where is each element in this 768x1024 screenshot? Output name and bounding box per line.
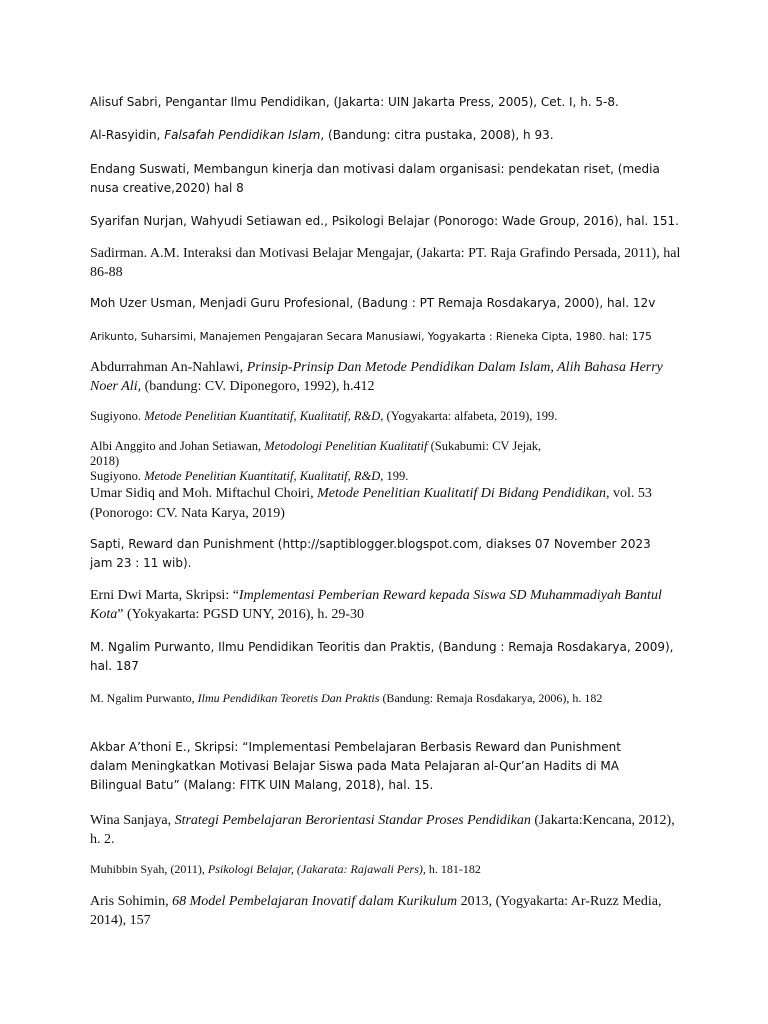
reference-15: M. Ngalim Purwanto, Ilmu Pendidikan Teoritis dan Praktis, (Bandung : Remaja Rosdakarya, 2009), hal. 187 [90, 640, 674, 673]
reference-3: Endang Suswati, Membangun kinerja dan motivasi dalam organisasi: pendekatan riset, (media nusa creative,2020) hal 8 [90, 162, 660, 195]
reference-16: M. Ngalim Purwanto, Ilmu Pendidikan Teoretis Dan Praktis (Bandung: Remaja Rosdakarya, 2006), h. 182 [90, 691, 603, 705]
reference-17: Akbar A’thoni E., Skripsi: “Implementasi Pembelajaran Berbasis Reward dan Punishment dalam Meningkatkan Motivasi Belajar Siswa pada Mata Pelajaran al-Qur’an Hadits di MA Bilingual Batu” (Malang: FITK UIN Malang, 2018), hal. 15. [90, 740, 621, 792]
reference-14: Erni Dwi Marta, Skripsi: “Implementasi Pemberian Reward kepada Siswa SD Muhammadiyah Bantul Kota” (Yokyakarta: PGSD UNY, 2016), h. 29-30 [90, 588, 662, 622]
reference-11: Sugiyono. Metode Penelitian Kuantitatif, Kualitatif, R&D, 199. [90, 469, 409, 483]
reference-12: Umar Sidiq and Moh. Miftachul Choiri, Metode Penelitian Kualitatif Di Bidang Pendidikan, vol. 53 (Ponorogo: CV. Nata Karya, 2019) [90, 486, 652, 521]
reference-7: Arikunto, Suharsimi, Manajemen Pengajaran Secara Manusiawi, Yogyakarta : Rieneka Cipta, 1980. hal: 175 [90, 331, 652, 343]
reference-5: Sadirman. A.M. Interaksi dan Motivasi Belajar Mengajar, (Jakarta: PT. Raja Grafindo Persada, 2011), hal 86-88 [90, 246, 681, 280]
reference-8: Abdurrahman An-Nahlawi, Prinsip-Prinsip Dan Metode Pendidikan Dalam Islam, Alih Bahasa Herry Noer Ali, (bandung: CV. Diponegoro, 1992), h.412 [90, 360, 663, 394]
reference-4: Syarifan Nurjan, Wahyudi Setiawan ed., Psikologi Belajar (Ponorogo: Wade Group, 2016), hal. 151. [90, 214, 679, 228]
reference-6: Moh Uzer Usman, Menjadi Guru Profesional, (Badung : PT Remaja Rosdakarya, 2000), hal. 12v [90, 296, 656, 310]
reference-10: Albi Anggito and Johan Setiawan, Metodologi Penelitian Kualitatif (Sukabumi: CV Jejak, 2018) [90, 439, 542, 468]
reference-18: Wina Sanjaya, Strategi Pembelajaran Berorientasi Standar Proses Pendidikan (Jakarta:Kencana, 2012), h. 2. [90, 813, 675, 847]
reference-20: Aris Sohimin, 68 Model Pembelajaran Inovatif dalam Kurikulum 2013, (Yogyakarta: Ar-Ruzz Media, 2014), 157 [90, 894, 662, 928]
reference-19: Muhibbin Syah, (2011), Psikologi Belajar, (Jakarata: Rajawali Pers), h. 181-182 [90, 862, 481, 876]
reference-13: Sapti, Reward dan Punishment (http://saptiblogger.blogspot.com, diakses 07 November 2023 jam 23 : 11 wib). [90, 537, 651, 570]
reference-2: Al-Rasyidin, Falsafah Pendidikan Islam, (Bandung: citra pustaka, 2008), h 93. [90, 128, 554, 142]
reference-1: Alisuf Sabri, Pengantar Ilmu Pendidikan, (Jakarta: UIN Jakarta Press, 2005), Cet. I, h. 5-8. [90, 95, 619, 109]
reference-9: Sugiyono. Metode Penelitian Kuantitatif, Kualitatif, R&D, (Yogyakarta: alfabeta, 2019), 199. [90, 409, 558, 423]
